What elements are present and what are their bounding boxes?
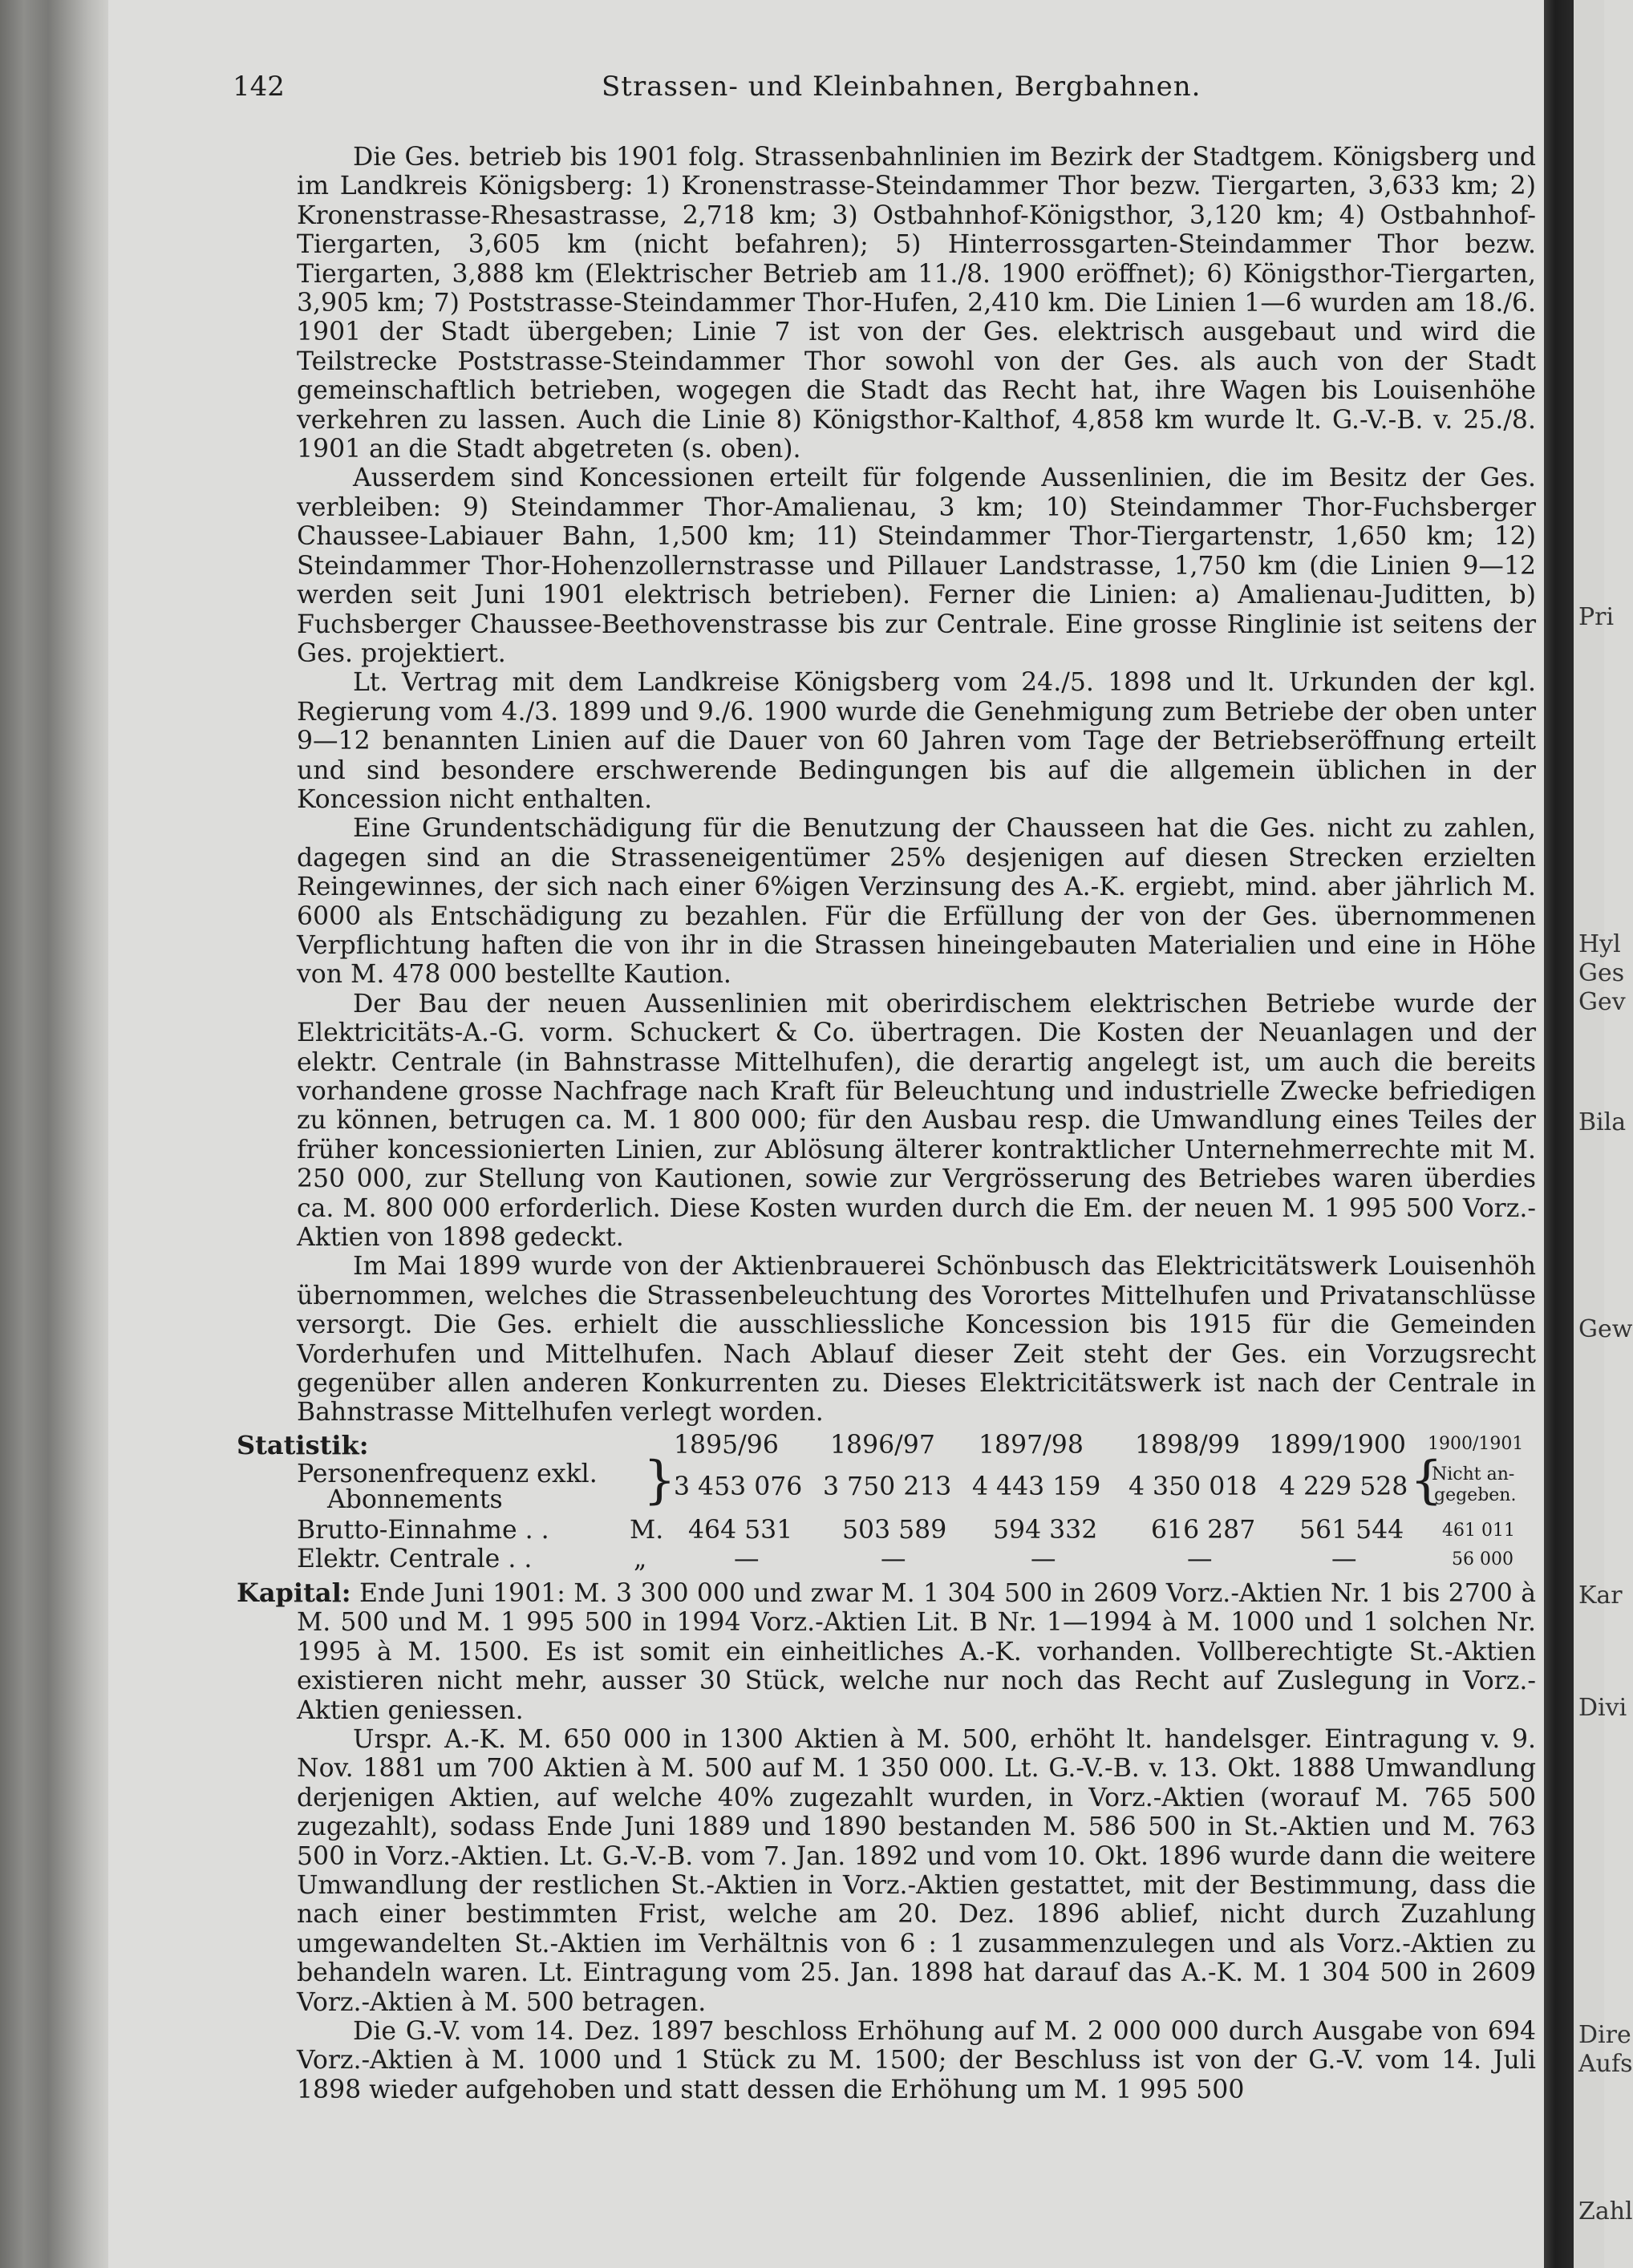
adjacent-page-fragment: Kar <box>1578 1582 1623 1610</box>
adjacent-page-fragment: Bila <box>1578 1108 1627 1136</box>
adjacent-page-fragment: Aufs <box>1578 2050 1633 2078</box>
adjacent-page-fragment: Gev <box>1578 988 1626 1016</box>
row-label: Brutto-Einnahme . . <box>297 1515 549 1545</box>
table-cell: 561 544 <box>1299 1515 1404 1545</box>
adjacent-page-fragment: Hyl <box>1578 930 1621 958</box>
capital-paragraph-2: Urspr. A.-K. M. 650 000 in 1300 Aktien à M. 500, erhöht lt. handelsger. Eintragung v. 9. Nov. 1881 um 700 Aktien à M. 500 auf M. 1 350 000. Lt. G.-V.-B. v. 13. Okt. 1888 Umwandlung derjenigen Aktien, auf welche 40% zugezahlt wurden, in Vorz.-Aktien (worauf M. 765 500 zugezahlt), sodass Ende Juni 1889 und 1890 bestanden M. 586 500 in St.-Aktien und M. 763 500 in Vorz.-Aktien. Lt. G.-V.-B. vom 7. Jan. 1892 und vom 10. Okt. 1896 wurde dann die weitere Umwandlung der restlichen St.-Aktien in Vorz.-Aktien gestattet, mit der Bestimmung, dass die nach einer bestimmten Frist, welche am 20. Dez. 1896 ablief, nicht durch Zuzahlung umgewandelten St.-Aktien im Verhältnis von 6 : 1 zusammenzulegen und als Vorz.-Aktien zu behandeln waren. Lt. Eintragung vom 25. Jan. 1898 hat darauf das A.-K. M. 1 304 500 in 2609 Vorz.-Aktien à M. 500 betragen. <box>297 1724 1536 2017</box>
statistics-label: Statistik: <box>237 1429 369 1460</box>
year-header: 1897/98 <box>979 1430 1084 1460</box>
table-cell: 594 332 <box>993 1515 1098 1545</box>
year-header: 1896/97 <box>830 1430 935 1460</box>
table-cell: 4 443 159 <box>972 1472 1101 1501</box>
table-cell: 4 229 528 <box>1279 1472 1408 1501</box>
table-cell: — <box>881 1544 906 1573</box>
adjacent-page-fragment: Gew <box>1578 1315 1633 1343</box>
paragraph-concessions: Ausserdem sind Koncessionen erteilt für folgende Aussenlinien, die im Besitz der Ges. verbleiben: 9) Steindammer Thor-Amalienau, 3 km; 10) Steindammer Thor-Fuchsberger Chaussee-Labiauer Bahn, 1,500 km; 11) Steindammer Thor-Tiergartenstr, 1,650 km; 12) Steindammer Thor-Hohenzollernstrasse und Pillauer Landstrasse, 1,750 km (die Linien 9—12 werden seit Juni 1901 elektrisch betrieben). Ferner die Linien: a) Amalienau-Juditten, b) Fuchsberger Chaussee-Beethovenstrasse bis zur Centrale. Eine grosse Ringlinie ist seitens der Ges. projektiert. <box>297 464 1536 668</box>
table-note: Nicht an- <box>1432 1464 1515 1484</box>
page-body <box>237 143 1536 2104</box>
page-number: 142 <box>233 71 285 103</box>
adjacent-page-fragment: Zahl <box>1578 2197 1633 2225</box>
statistics-header-row <box>297 1431 1536 1460</box>
table-cell: 461 011 <box>1442 1520 1515 1541</box>
year-header: 1899/1900 <box>1269 1430 1406 1460</box>
year-header: 1895/96 <box>674 1430 779 1460</box>
running-head: Strassen- und Kleinbahnen, Bergbahnen. <box>602 71 1201 103</box>
year-header: 1900/1901 <box>1428 1433 1524 1454</box>
capital-paragraph-1 <box>237 1577 1536 1725</box>
paragraph-power-plant: Im Mai 1899 wurde von der Aktienbrauerei Schönbusch das Elektricitätswerk Louisenhöh übernommen, welches die Strassenbeleuchtung des Vorortes Mittelhufen und Privatanschlüsse versorgt. Die Ges. erhielt die ausschliessliche Koncession bis 1915 für die Gemeinden Vorderhufen und Mittelhufen. Nach Ablauf dieser Zeit steht der Ges. ein Vorzugsrecht gegenüber allen anderen Konkurrenten zu. Dieses Elektricitätswerk ist nach der Centrale in Bahnstrasse Mittelhufen verlegt worden. <box>297 1252 1536 1428</box>
table-cell: 56 000 <box>1452 1549 1513 1569</box>
brace: { <box>1410 1450 1443 1510</box>
table-note: gegeben. <box>1434 1484 1517 1505</box>
adjacent-page-fragment: Divi <box>1578 1694 1627 1722</box>
table-cell: — <box>1187 1544 1213 1573</box>
page-header <box>233 71 1532 111</box>
table-cell: 3 750 213 <box>823 1472 952 1501</box>
adjacent-page-edge <box>1574 0 1633 2268</box>
paragraph-contract: Lt. Vertrag mit dem Landkreise Königsberg vom 24./5. 1898 und lt. Urkunden der kgl. Regierung vom 4./3. 1899 und 9./6. 1900 wurde die Genehmigung zum Betriebe der oben unter 9—12 benannten Linien auf die Dauer von 60 Jahren vom Tage der Betriebseröffnung erteilt und sind besondere erschwerende Bedingungen bis auf die allgemein üblichen in der Koncession nicht enthalten. <box>297 668 1536 814</box>
capital-section <box>237 1577 1536 2104</box>
book-gutter-left <box>0 0 108 2268</box>
row-label: Personenfrequenz exkl. <box>297 1459 598 1488</box>
table-cell: 4 350 018 <box>1129 1472 1258 1501</box>
capital-label: Kapital: <box>237 1577 351 1608</box>
statistics-table <box>237 1429 1536 1573</box>
row-label: Abonnements <box>327 1484 503 1514</box>
paragraph-lines: Die Ges. betrieb bis 1901 folg. Strassenbahnlinien im Bezirk der Stadtgem. Königsberg und im Landkreis Königsberg: 1) Kronenstrasse-Steindammer Thor bezw. Tiergarten, 3,633 km; 2) Kronenstrasse-Rhesastrasse, 2,718 km; 3) Ostbahnhof-Königsthor, 3,120 km; 4) Ostbahnhof-Tiergarten, 3,605 km (nicht befahren); 5) Hinterrossgarten-Steindammer Thor bezw. Tiergarten, 3,888 km (Elektrischer Betrieb am 11./8. 1900 eröffnet); 6) Königsthor-Tiergarten, 3,905 km; 7) Poststrasse-Steindammer Thor-Hufen, 2,410 km. Die Linien 1—6 wurden am 18./6. 1901 der Stadt übergeben; Linie 7 ist von der Ges. elektrisch ausgebaut und wird die Teilstrecke Poststrasse-Steindammer Thor sowohl von der Ges. als auch von der Stadt gemeinschaftlich betrieben, wogegen die Stadt das Recht hat, ihre Wagen bis Louisenhöhe verkehren zu lassen. Auch die Linie 8) Königsthor-Kalthof, 4,858 km wurde lt. G.-V.-B. v. 25./8. 1901 an die Stadt abgetreten (s. oben). <box>297 143 1536 464</box>
table-cell: 616 287 <box>1151 1515 1256 1545</box>
table-cell: 464 531 <box>688 1515 793 1545</box>
adjacent-page-fragment: Ges <box>1578 959 1625 987</box>
adjacent-page-fragment: Pri <box>1578 603 1615 631</box>
brace: } <box>643 1450 676 1510</box>
table-cell: 3 453 076 <box>674 1472 803 1501</box>
paragraph-compensation: Eine Grundentschädigung für die Benutzung der Chausseen hat die Ges. nicht zu zahlen, dagegen sind an die Strasseneigentümer 25% desjenigen auf diesen Strecken erzielten Reingewinnes, der sich nach einer 6%igen Verzinsung des A.-K. ergiebt, mind. aber jährlich M. 6000 als Entschädigung zu bezahlen. Für die Erfüllung der von der Ges. übernommenen Verpflichtung haften die von ihr in die Strassen hineingebauten Materialien und eine in Höhe von M. 478 000 bestellte Kaution. <box>297 814 1536 990</box>
table-cell: 503 589 <box>842 1515 947 1545</box>
table-cell: — <box>1031 1544 1056 1573</box>
row-label: Elektr. Centrale . . <box>297 1544 533 1573</box>
year-header: 1898/99 <box>1135 1430 1240 1460</box>
capital-paragraph-3: Die G.-V. vom 14. Dez. 1897 beschloss Erhöhung auf M. 2 000 000 durch Ausgabe von 694 Vorz.-Aktien à M. 1000 und 1 Stück zu M. 1500; der Beschluss ist von der G.-V. vom 14. Juli 1898 wieder aufgehoben und statt dessen die Erhöhung um M. 1 995 500 <box>297 2016 1536 2104</box>
table-cell: — <box>1331 1544 1357 1573</box>
unit: M. <box>630 1515 664 1545</box>
capital-text: Ende Juni 1901: M. 3 300 000 und zwar M. 1 304 500 in 2609 Vorz.-Aktien Nr. 1 bis 2700 à M. 500 und M. 1 995 500 in 1994 Vorz.-Aktien Lit. B Nr. 1—1994 à M. 1000 und 1 solchen Nr. 1995 à M. 1500. Es ist somit ein einheitliches A.-K. vorhanden. Vollberechtigte St.-Aktien existieren nicht mehr, ausser 30 Stück, welche nur noch das Recht auf Zuslegung in Vorz.-Aktien geniessen. <box>297 1578 1536 1725</box>
adjacent-page-fragment: Dire <box>1578 2021 1631 2049</box>
paragraph-construction: Der Bau der neuen Aussenlinien mit oberirdischem elektrischen Betriebe wurde der Elektricitäts-A.-G. vorm. Schuckert & Co. übertragen. Die Kosten der Neuanlagen und der elektr. Centrale (in Bahnstrasse Mittelhufen), die derartig angelegt ist, um auch die bereits vorhandene grosse Nachfrage nach Kraft für Beleuchtung und industrielle Zwecke befriedigen zu können, betrugen ca. M. 1 800 000; für den Ausbau resp. die Umwandlung eines Teiles der früher koncessionierten Linien, zur Ablösung älterer kontraktlicher Unternehmerrechte mit M. 250 000, zur Stellung von Kautionen, sowie zur Vergrösserung des Betriebes waren überdies ca. M. 800 000 erforderlich. Diese Kosten wurden durch die Em. der neuen M. 1 995 500 Vorz.-Aktien von 1898 gedeckt. <box>297 989 1536 1253</box>
table-cell: — <box>734 1544 760 1573</box>
unit: „ <box>634 1544 647 1573</box>
